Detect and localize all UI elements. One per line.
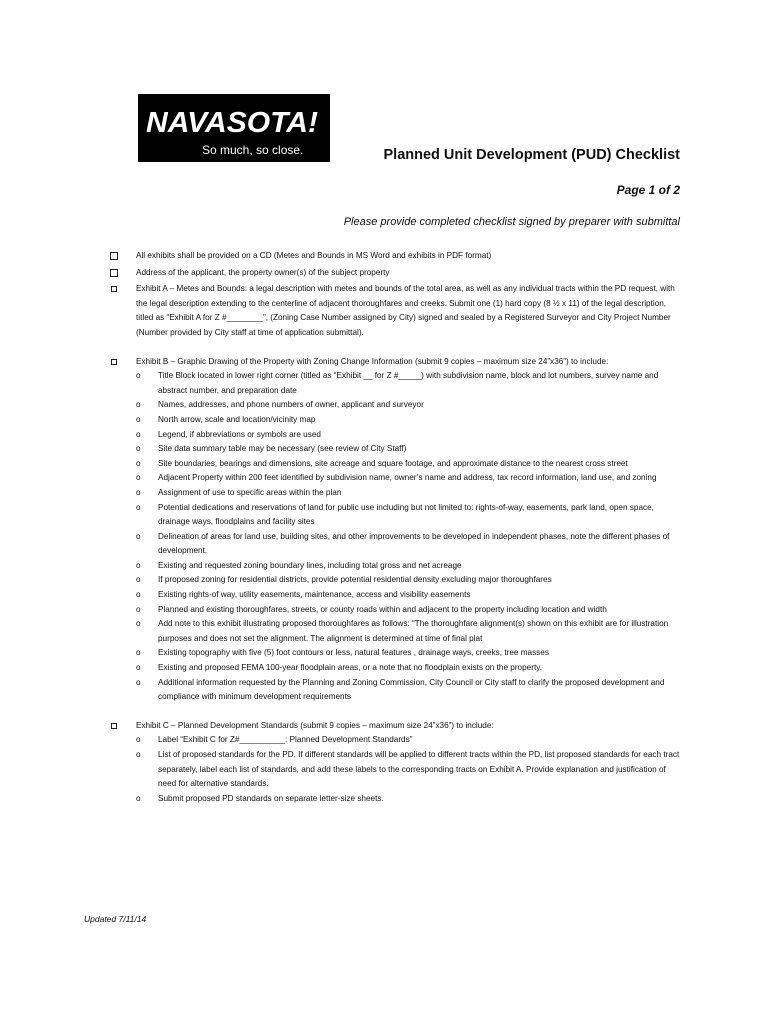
list-item-text: North arrow, scale and location/vicinity map <box>158 414 316 424</box>
bullet-icon: o <box>136 648 141 658</box>
list-item-text: Existing and requested zoning boundary lines, including total gross and net acreage <box>158 560 462 570</box>
list-item <box>136 457 685 472</box>
bullet-icon: o <box>136 531 141 541</box>
list-item <box>136 428 685 443</box>
checkbox-exhibit-c[interactable] <box>111 723 117 729</box>
checklist-item-exhibit-c <box>110 719 685 807</box>
list-item-text: Delineation of areas for land use, building sites, and other improvements to be developed in independent phases, note the different phases of development. <box>158 531 670 556</box>
list-item-text: Assignment of use to specific areas within the plan <box>158 487 342 497</box>
list-item <box>136 413 685 428</box>
list-item <box>136 530 685 559</box>
item-text: All exhibits shall be provided on a CD (Metes and Bounds in MS Word and exhibits in PDF format) <box>136 251 492 260</box>
bullet-icon: o <box>136 400 141 410</box>
list-item-text: List of proposed standards for the PD. If different standards will be applied to different tracts within the PD, list proposed standards for each tract separately, label each list of standards, and add these labels to the corresponding tracts on Exhibit A. Provide explanation and justification of need for alternative standards. <box>158 750 680 789</box>
logo-wordmark: NAVASOTA! <box>146 107 319 139</box>
bullet-icon: o <box>136 750 141 759</box>
list-item <box>136 559 685 574</box>
list-item <box>136 676 685 705</box>
list-item <box>136 471 685 486</box>
list-item-text: Label “Exhibit C for Z#__________: Planned Development Standards” <box>158 735 413 745</box>
checkbox-exhibit-b[interactable] <box>111 359 117 365</box>
list-item <box>136 733 685 748</box>
bullet-icon: o <box>136 735 141 745</box>
bullet-icon: o <box>136 429 141 439</box>
bullet-icon: o <box>136 575 141 585</box>
list-item-text: Submit proposed PD standards on separate letter-size sheets. <box>158 793 384 803</box>
list-item-text: Additional information requested by the Planning and Zoning Commission, City Council or City staff to clarify the proposed development and compliance with minimum development requirements <box>158 677 665 702</box>
item-text: Exhibit C – Planned Development Standards (submit 9 copies – maximum size 24”x36”) to include: <box>136 720 494 730</box>
bullet-icon: o <box>136 677 141 687</box>
list-item-text: Names, addresses, and phone numbers of owner, applicant and surveyor <box>158 400 424 410</box>
item-text: Exhibit A – Metes and Bounds: a legal description with metes and bounds of the total area, as well as any individual tracts within the PD request, with the legal description extending to the centerline of adjacent thoroughfares and creeks. Submit one (1) hard copy (8 ½ x 11) of the legal description, titled as “Exhibit A for Z #________”, (Zoning Case Number assigned by City) signed and sealed by a Registered Surveyor and City Project Number (Number provided by City staff at time of application submittal). <box>136 284 675 337</box>
checkbox-address[interactable] <box>110 269 118 277</box>
list-item-text: Add note to this exhibit illustrating proposed thoroughfares as follows: “The thoroughfare alignment(s) shown on this exhibit are for illustration purposes and does not set the alignment. The alignment is determined at time of final plat <box>158 619 669 643</box>
list-item-text: Adjacent Property within 200 feet identified by subdivision name, owner’s name and address, tax record information, land use, and zoning <box>158 473 657 483</box>
bullet-icon: o <box>136 444 141 454</box>
list-item-text: If proposed zoning for residential districts, provide potential residential density excluding major thoroughfares <box>158 575 552 585</box>
checklist-item-cd <box>110 249 685 266</box>
instruction-text: Please provide completed checklist signed by preparer with submittal <box>343 216 680 228</box>
bullet-icon: o <box>136 414 141 424</box>
bullet-icon: o <box>136 793 141 803</box>
list-item <box>136 792 685 807</box>
list-item-text: Planned and existing thoroughfares, streets, or county roads within and adjacent to the property including location and width <box>158 604 607 614</box>
list-item-text: Potential dedications and reservations of land for public use including but not limited to: rights-of-way, easements, park land, open space, drainage ways, floodplains and facility sites <box>158 502 654 527</box>
bullet-icon: o <box>136 502 141 512</box>
list-item <box>136 442 685 457</box>
bullet-icon: o <box>136 663 141 673</box>
footer-updated-date: Updated 7/11/14 <box>84 914 147 924</box>
list-item-text: Title Block located in lower right corner (titled as “Exhibit __ for Z #_____) with subdivision name, block and lot numbers, survey name and abstract number, and preparation date <box>158 371 659 395</box>
list-item <box>136 748 685 792</box>
list-item <box>136 603 685 618</box>
list-item <box>136 486 685 501</box>
checklist <box>110 249 685 806</box>
list-item <box>136 573 685 588</box>
list-item <box>136 661 685 676</box>
bullet-icon: o <box>136 590 141 600</box>
bullet-icon: o <box>136 487 141 497</box>
list-item <box>136 369 685 398</box>
bullet-icon: o <box>136 458 141 468</box>
checkbox-exhibit-a[interactable] <box>111 286 117 292</box>
page-number: Page 1 of 2 <box>616 183 680 197</box>
bullet-icon: o <box>136 619 141 629</box>
bullet-icon: o <box>136 473 141 483</box>
checklist-item-exhibit-a <box>110 282 685 340</box>
list-item <box>136 617 685 646</box>
bullet-icon: o <box>136 560 141 570</box>
list-item <box>136 646 685 661</box>
bullet-icon: o <box>136 604 141 614</box>
logo-graphic <box>138 94 330 162</box>
exhibit-c-list <box>136 733 685 806</box>
item-text: Address of the applicant, the property owner(s) of the subject property <box>136 267 390 277</box>
list-item <box>136 398 685 413</box>
item-text: Exhibit B – Graphic Drawing of the Property with Zoning Change Information (submit 9 copies – maximum size 24”x36”) to include: <box>136 356 609 366</box>
exhibit-b-list <box>136 369 685 705</box>
list-item-text: Existing rights-of way, utility easements, maintenance, access and visibility easements <box>158 590 471 600</box>
bullet-icon: o <box>136 371 141 381</box>
logo-tagline: So much, so close. <box>202 143 304 157</box>
list-item <box>136 588 685 603</box>
list-item-text: Site boundaries, bearings and dimensions, site acreage and square footage, and approximate distance to the nearest cross street <box>158 458 628 468</box>
list-item-text: Existing and proposed FEMA 100-year floodplain areas, or a note that no floodplain exists on the property. <box>158 663 542 673</box>
navasota-logo <box>138 94 330 162</box>
page-title: Planned Unit Development (PUD) Checklist <box>383 147 680 163</box>
checklist-item-exhibit-b <box>110 355 685 705</box>
checklist-item-address <box>110 266 685 283</box>
checkbox-cd[interactable] <box>110 252 118 260</box>
list-item-text: Legend, if abbreviations or symbols are used <box>158 429 321 439</box>
list-item-text: Site data summary table may be necessary (see review of City Staff) <box>158 444 407 454</box>
list-item-text: Existing topography with five (5) foot contours or less, natural features , drainage ways, creeks, tree masses <box>158 648 549 658</box>
list-item <box>136 501 685 530</box>
